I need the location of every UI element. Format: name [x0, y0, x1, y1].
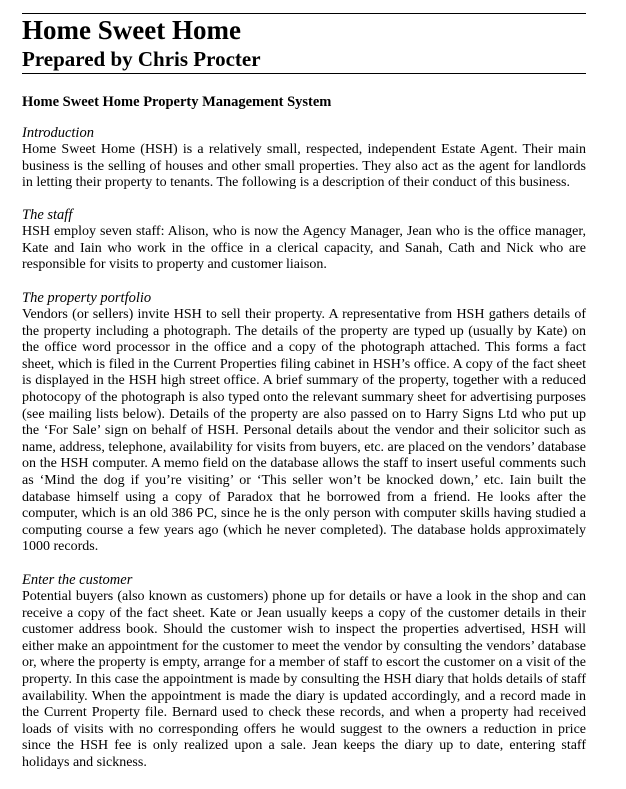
section-body: Vendors (or sellers) invite HSH to sell their property. A representative from HSH gathers details of the property including a photograph. The details of the property are typed up (usually by Kate) on the office word processor in the office and a copy of the photograph attached. This forms a fact sheet, which is filed in the Current Properties filing cabinet in HSH’s office. A copy of the fact sheet is displayed in the HSH high street office. A brief summary of the property, together with a reduced photocopy of the photograph is also typed onto the relevant summary sheet for advertising purposes (see mailing lists below). Details of the property are also passed on to Harry Signs Ltd who put up the ‘For Sale’ sign on behalf of HSH. Personal details about the vendor and their solicitor such as name, address, telephone, availability for visits from buyers, etc. are placed on the vendors’ database on the HSH computer. A memo field on the database allows the staff to insert useful comments such as ‘Mind the dog if you’re visiting’ or ‘This seller won’t be knocked down,’ etc. Iain built the database himself using a copy of Paradox that he borrowed from a friend. He looks after the computer, which is an old 386 PC, since he is the only person with computer skills having studied a computing course a few years ago (which he never completed). The database holds approximately 1000 records. — [22, 307, 586, 555]
section-body: Potential buyers (also known as customers) phone up for details or have a look in the shop and can receive a copy of the fact sheet. Kate or Jean usually keeps a copy of the customer details in their customer address book. Should the customer wish to inspect the properties advertised, HSH will either make an appointment for the customer to meet the vendor by consulting the vendors’ database or, where the property is empty, arrange for a member of staff to escort the customer on a visit of the property. In this case the appointment is made by consulting the HSH diary that holds details of staff availability. When the appointment is made the diary is updated accordingly, and a record made in the Current Property file. Bernard used to check these records, and when a property had received loads of visits with no corresponding offers he would suggest to the owners a reduction in price since the HSH fee is only realized upon a sale. Jean keeps the diary up to date, entering staff holidays and sickness. — [22, 589, 586, 770]
section-enter-the-customer — [22, 572, 586, 772]
bottom-rule — [22, 73, 586, 74]
section-heading: Introduction — [22, 125, 94, 141]
system-heading: Home Sweet Home Property Management System — [22, 94, 332, 110]
section-body: Home Sweet Home (HSH) is a relatively small, respected, independent Estate Agent. Their main business is the selling of houses and other small properties. They also act as the agent for landlords in letting their property to tenants. The following is a description of their conduct of this business. — [22, 142, 586, 191]
section-heading: The property portfolio — [22, 290, 152, 306]
section-staff — [22, 207, 586, 274]
section-heading: The staff — [22, 207, 73, 223]
document-title: Home Sweet Home — [22, 15, 241, 45]
section-introduction — [22, 125, 586, 192]
section-property-portfolio — [22, 290, 586, 556]
section-body: HSH employ seven staff: Alison, who is now the Agency Manager, Jean who is the office manager, Kate and Iain who work in the office in a clerical capacity, and Sanah, Cath and Nick who are responsible for visits to property and customer liaison. — [22, 224, 586, 273]
document-subtitle: Prepared by Chris Procter — [22, 47, 261, 71]
section-heading: Enter the customer — [22, 572, 133, 588]
